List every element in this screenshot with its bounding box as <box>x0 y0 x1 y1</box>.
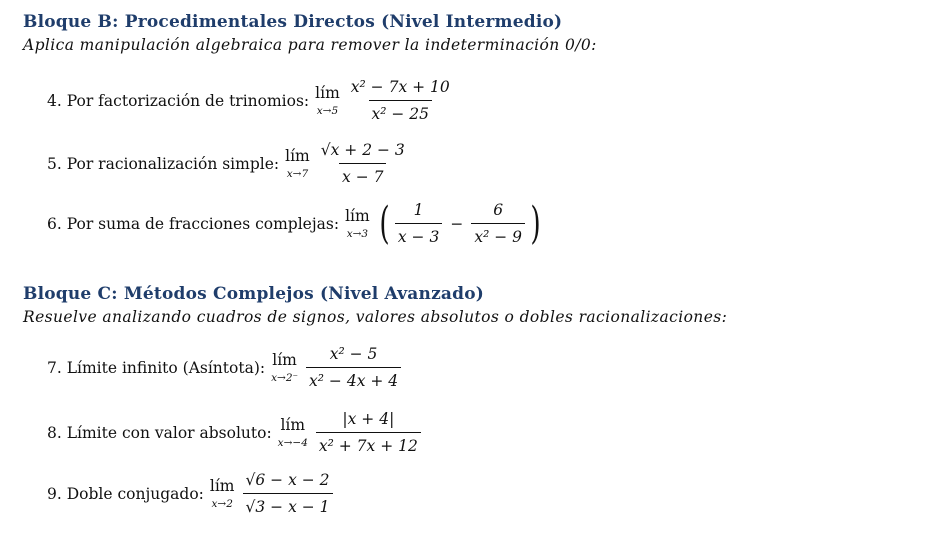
fraction-2 <box>471 203 525 245</box>
numerator: √6 − x − 2 <box>245 471 330 489</box>
fraction <box>318 143 408 185</box>
fraction <box>306 347 401 389</box>
exercise-6 <box>47 198 544 249</box>
exercise-5 <box>47 143 410 185</box>
exercise-7 <box>47 347 403 389</box>
numerator: x² − 5 <box>329 345 378 363</box>
exercise-4 <box>47 80 455 122</box>
exercise-8 <box>47 412 423 454</box>
limit-approach: x→5 <box>316 104 339 117</box>
denominator: x − 7 <box>339 163 386 186</box>
denominator: x − 3 <box>395 223 442 246</box>
limit-approach: x→7 <box>286 167 309 180</box>
limit-approach: x→2⁻ <box>271 371 299 384</box>
block-b-header <box>23 12 597 54</box>
fraction <box>348 80 453 122</box>
denominator: x² − 25 <box>369 100 433 123</box>
limit-operator <box>278 418 308 448</box>
exercise-4-label: 4. Por factorización de trinomios: <box>47 92 310 110</box>
limit-operator <box>345 209 370 239</box>
right-paren: ) <box>530 198 541 249</box>
limit-word: lím <box>285 147 310 165</box>
limit-approach: x→−4 <box>277 436 308 449</box>
denominator: √3 − x − 1 <box>243 493 333 516</box>
limit-operator <box>210 479 235 509</box>
exercise-6-label: 6. Por suma de fracciones complejas: <box>47 215 340 233</box>
limit-word: lím <box>345 207 370 225</box>
denominator: x² − 4x + 4 <box>306 367 401 390</box>
block-c-title: Bloque C: Métodos Complejos (Nivel Avanzado) <box>23 284 485 304</box>
limit-operator <box>315 86 340 116</box>
numerator: 1 <box>413 201 424 219</box>
block-c-subtitle: Resuelve analizando cuadros de signos, valores absolutos o dobles racionalizaciones: <box>23 308 728 326</box>
operator: − <box>450 215 464 233</box>
limit-operator <box>285 149 310 179</box>
numerator: |x + 4| <box>342 410 395 428</box>
block-c-header <box>23 284 727 326</box>
exercise-9-label: 9. Doble conjugado: <box>47 485 204 503</box>
limit-approach: x→2 <box>211 497 233 510</box>
denominator: x² − 9 <box>471 223 525 246</box>
limit-approach: x→3 <box>346 227 369 240</box>
exercise-8-label: 8. Límite con valor absoluto: <box>47 424 272 442</box>
exercise-9 <box>47 473 335 515</box>
left-paren: ( <box>379 198 390 249</box>
numerator: 6 <box>493 201 504 219</box>
exercise-7-label: 7. Límite infinito (Asíntota): <box>47 359 266 377</box>
block-b-subtitle: Aplica manipulación algebraica para remover la indeterminación 0/0: <box>23 36 597 54</box>
limit-word: lím <box>272 351 297 369</box>
limit-word: lím <box>209 477 235 495</box>
limit-word: lím <box>280 416 306 434</box>
fraction-1 <box>395 203 442 245</box>
numerator: √x + 2 − 3 <box>320 141 405 159</box>
block-b-title: Bloque B: Procedimentales Directos (Nivel Intermedio) <box>23 12 563 32</box>
numerator: x² − 7x + 10 <box>350 78 450 96</box>
denominator: x² + 7x + 12 <box>316 432 421 455</box>
fraction <box>316 412 421 454</box>
exercise-5-label: 5. Por racionalización simple: <box>47 155 280 173</box>
limit-word: lím <box>315 84 340 102</box>
limit-operator <box>271 353 298 383</box>
fraction <box>243 473 333 515</box>
